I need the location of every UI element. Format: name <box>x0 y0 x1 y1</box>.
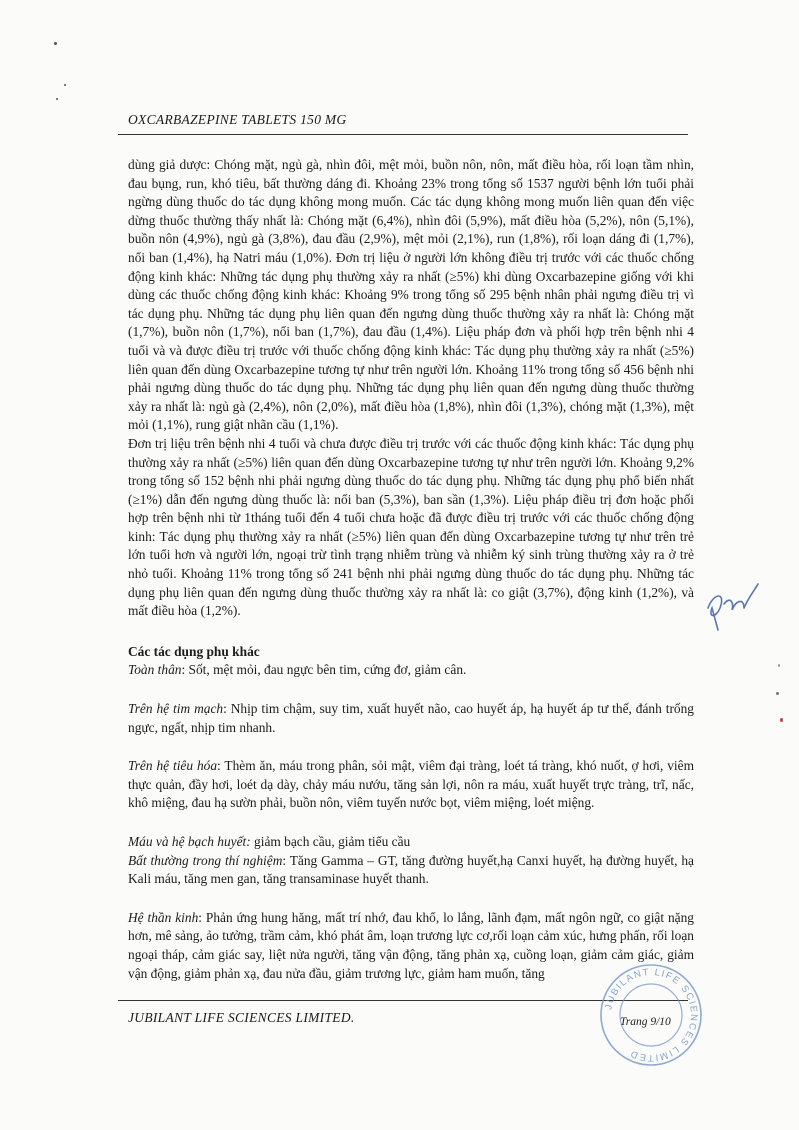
effect-item <box>128 700 694 737</box>
scan-speck <box>778 664 780 667</box>
scan-speck <box>56 98 58 100</box>
effect-text: : Phản ứng hung hăng, mất trí nhớ, đau khổ, lo lắng, lãnh đạm, mất ngôn ngữ, co giật nặng hơn, mê sảng, ảo tưởng, trầm cảm, khó phát âm, loạn trương lực cơ,rối loạn cảm xúc, hưng phấn, rối loạn ngoại tháp, cảm giác say, liệt nửa người, tăng vận động, tăng phản xạ, cuồng loạn, giảm cảm giác, giảm vận động, giảm phản xạ, đau nửa đầu, giảm trương lực, giảm ham muốn, tăng <box>128 909 695 981</box>
effect-label: Hệ thần kinh <box>128 909 199 925</box>
effect-label: Trên hệ tim mạch <box>128 701 224 717</box>
effect-label: Bất thường trong thí nghiệm <box>128 852 283 868</box>
scan-speck <box>64 84 66 86</box>
page-number: Trang 9/10 <box>620 1016 671 1028</box>
svg-text:JUBILANT LIFE SCIENCES LIMITED: JUBILANT LIFE SCIENCES LIMITED <box>603 966 700 1064</box>
document-body <box>128 156 694 983</box>
company-seal-stamp <box>596 960 706 1070</box>
effect-label: Trên hệ tiêu hóa <box>128 758 218 774</box>
effect-label: Toàn thân <box>128 662 182 678</box>
header-divider <box>118 134 688 135</box>
effect-item <box>128 833 694 852</box>
effect-text: : Nhịp tim chậm, suy tim, xuất huyết não, cao huyết áp, hạ huyết áp tư thế, đánh trống ngực, ngất, nhịp tim nhanh. <box>128 701 694 735</box>
signature-mark <box>700 578 762 634</box>
effect-text: : Tăng Gamma – GT, tăng đường huyết,hạ Canxi huyết, hạ đường huyết, hạ Kali máu, tăng men gan, tăng transaminase huyết thanh. <box>128 852 694 887</box>
paragraph: dùng giả dược: Chóng mặt, ngủ gà, nhìn đôi, mệt mỏi, buồn nôn, nôn, mất điều hòa, rối loạn tầm nhìn, đau bụng, run, khó tiêu, bất thường dáng đi. Khoảng 23% trong tổng số 1537 người bệnh lớn tuổi phải ngừng dùng thuốc do tác dụng không mong muốn. Các tác dụng không mong muốn liên quan đến việc dừng thuốc thường thấy nhất là: Chóng mặt (6,4%), nhìn đôi (5,9%), mất điều hòa (5,2%), nôn (5,1%), buồn nôn (4,9%), ngủ gà (3,8%), đau đầu (2,9%), mệt mỏi (2,1%), run (1,8%), rối loạn dáng đi (1,7%), nổi ban (1,4%), hạ Natri máu (1,0%). Đơn trị liệu ở người lớn không điều trị trước với các thuốc chống động kinh khác: Những tác dụng phụ thường xảy ra nhất (≥5%) khi dùng Oxcarbazepine giống với khi dùng các thuốc chống động kinh khác: Khoảng 9% trong tổng số 295 bệnh nhân phải ngưng điều trị vì tác dụng phụ. Những tác dụng phụ liên quan đến ngưng dùng thuốc thường xảy ra nhất là: Chóng mặt (1,7%), buồn nôn (1,7%), nổi ban (1,7%), đau đầu (1,4%). Liệu pháp đơn và phối hợp trên bệnh nhi 4 tuổi và và được điều trị trước với thuốc chống động kinh khác: Tác dụng phụ thường xảy ra nhất (≥5%) liên quan đến dùng Oxcarbazepine tương tự như trên người lớn. Khoảng 11% trong tổng số 456 bệnh nhi phải ngưng dùng thuốc do tác dụng phụ. Những tác dụng phụ liên quan đến ngưng dùng thuốc thường xảy ra nhất là: ngủ gà (2,4%), nôn (2,0%), mất điều hòa (1,8%), nhìn đôi (1,3%), chóng mặt (1,3%), mệt mỏi (1,1%), rung giật nhãn cầu (1,1%). <box>128 157 694 433</box>
effect-label: Máu và hệ bạch huyết: <box>128 834 251 849</box>
effect-item <box>128 661 694 680</box>
effect-text: : Thèm ăn, máu trong phân, sỏi mật, viêm đại tràng, loét tá tràng, khó nuốt, ợ hơi, viêm thực quản, đầy hơi, loét dạ dày, chảy máu nướu, tăng sản lợi, nôn ra máu, xuất huyết trực tràng, trĩ, nấc, khô miệng, đau hạ sườn phải, buồn nôn, viêm tuyến nước bọt, viêm miệng, loét miệng. <box>128 758 695 811</box>
scan-speck <box>776 692 779 695</box>
scan-speck <box>54 42 57 45</box>
paragraph: Đơn trị liệu trên bệnh nhi 4 tuổi và chưa được điều trị trước với các thuốc động kinh khác: Tác dụng phụ thường xảy ra nhất (≥5%) liên quan đến dùng Oxcarbazepine tương tự như trên người lớn. Khoảng 9,2% trong tổng số 152 bệnh nhi phải ngưng dùng thuốc do tác dụng phụ. Những tác dụng phụ phổ biến nhất (≥1%) dẫn đến ngưng dùng thuốc là: nổi ban (5,3%), ban sần (1,3%). Liệu pháp điều trị đơn hoặc phối hợp trên bệnh nhi từ 1tháng tuổi đến 4 tuổi chưa hoặc đã được điều trị trước với các thuốc chống động kinh: Tác dụng phụ thường xảy ra nhất (≥5%) liên quan đến dùng Oxcarbazepine tương tự như trên trẻ lớn tuổi hơn và người lớn, ngoại trừ tình trạng nhiễm trùng và nhiễm ký sinh trùng thường xảy ra ở trẻ nhỏ tuổi. Khoảng 11% trong tổng số 241 bệnh nhi phải ngưng dùng thuốc do tác dụng phụ. Những tác dụng phụ liên quan đến ngưng dùng thuốc thường xảy ra nhất là: co giật (3,7%), động kinh (1,2%), và mất điều hòa (1,2%). <box>128 435 694 619</box>
effect-item <box>128 852 694 889</box>
document-header-title: OXCARBAZEPINE TABLETS 150 MG <box>128 112 347 127</box>
effect-text: : Sốt, mệt mỏi, đau ngực bên tim, cứng đơ, giảm cân. <box>181 662 467 678</box>
scan-speck <box>780 718 783 722</box>
effect-text: giảm bạch cầu, giảm tiểu cầu <box>250 834 411 849</box>
section-heading: Các tác dụng phụ khác <box>128 643 260 659</box>
effect-item <box>128 757 694 813</box>
footer-company-name: JUBILANT LIFE SCIENCES LIMITED. <box>128 1010 355 1025</box>
